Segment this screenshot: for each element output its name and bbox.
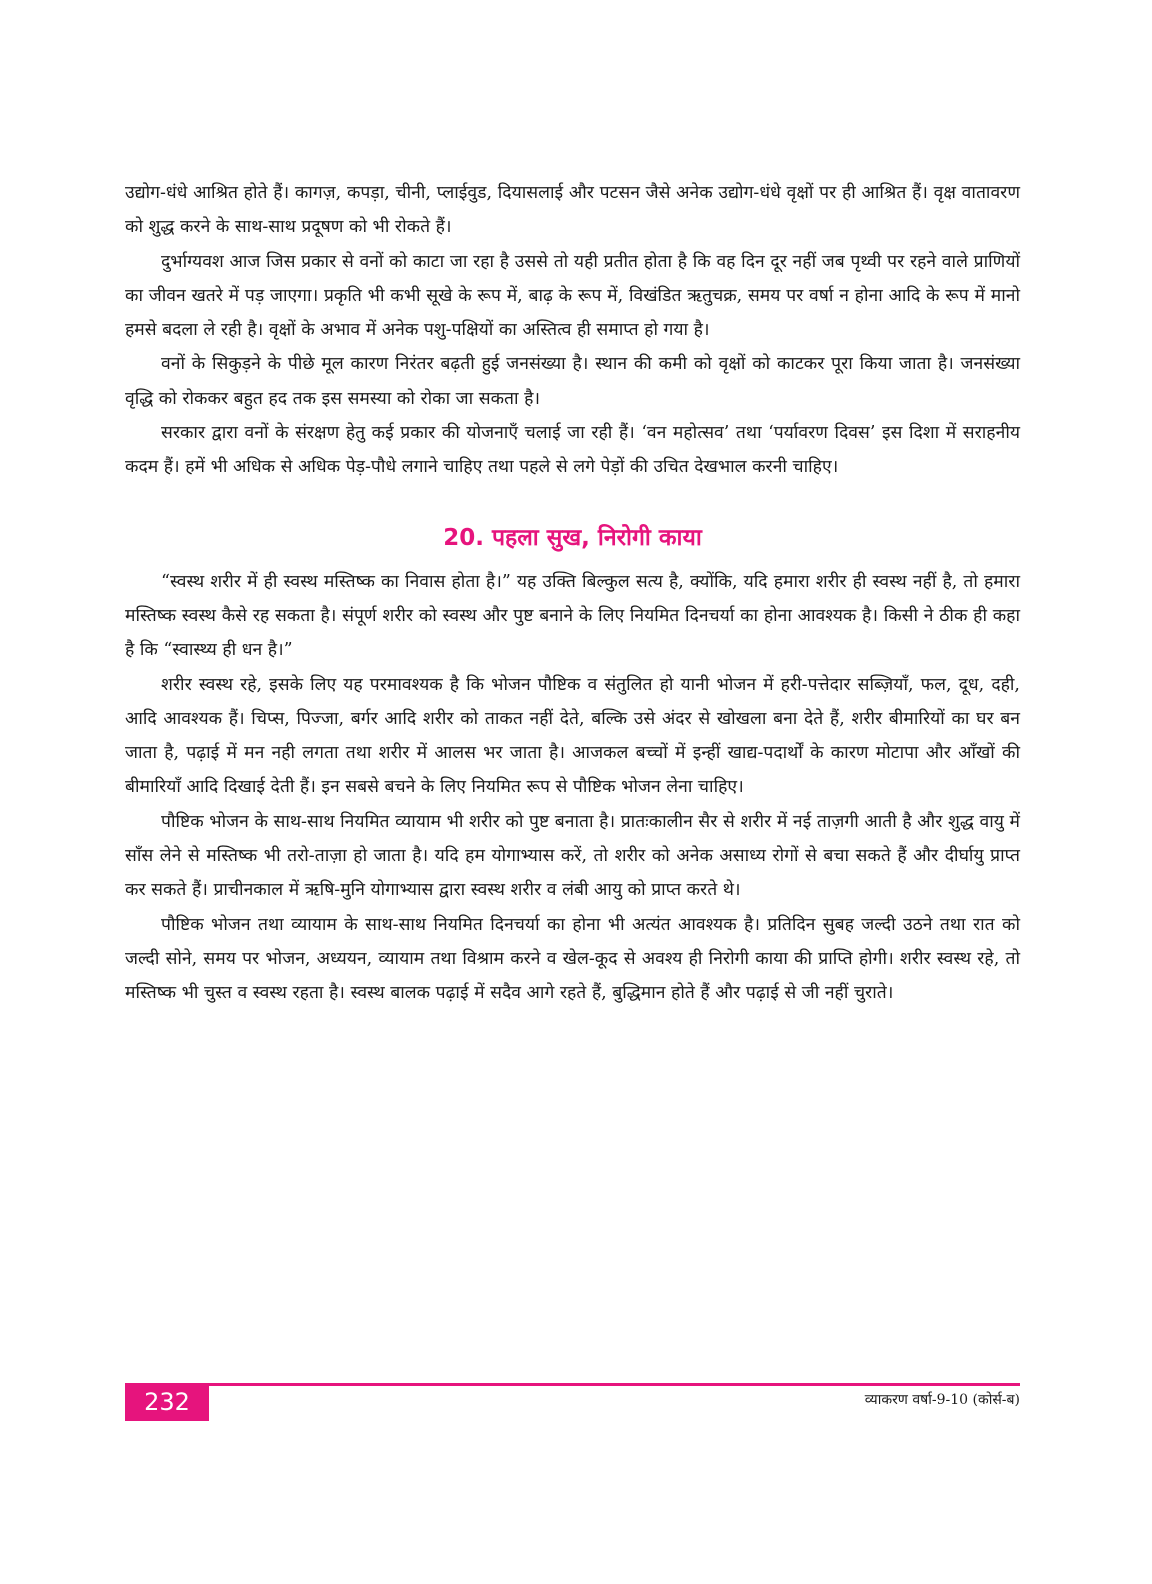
- paragraph: शरीर स्वस्थ रहे, इसके लिए यह परमावश्यक है कि भोजन पौष्टिक व संतुलित हो यानी भोजन में हरी-पत्तेदार सब्ज़ियाँ, फल, दूध, दही, आदि आवश्यक हैं। चिप्स, पिज्जा, बर्गर आदि शरीर को ताकत नहीं देते, बल्कि उसे अंदर से खोखला बना देते हैं, शरीर बीमारियों का घर बन जाता है, पढ़ाई में मन नही लगता तथा शरीर में आलस भर जाता है। आजकल बच्चों में इन्हीं खाद्य-पदार्थों के कारण मोटापा और आँखों की बीमारियाँ आदि दिखाई देती हैं। इन सबसे बचने के लिए नियमित रूप से पौष्टिक भोजन लेना चाहिए।: [125, 674, 1021, 798]
- paragraph: पौष्टिक भोजन तथा व्यायाम के साथ-साथ नियमित दिनचर्या का होना भी अत्यंत आवश्यक है। प्रतिदिन सुबह जल्दी उठने तथा रात को जल्दी सोने, समय पर भोजन, अध्ययन, व्यायाम तथा विश्राम करने व खेल-कूद से अवश्य ही निरोगी काया की प्राप्ति होगी। शरीर स्वस्थ रहे, तो मस्तिष्क भी चुस्त व स्वस्थ रहता है। स्वस्थ बालक पढ़ाई में सदैव आगे रहते हैं, बुद्धिमान होते हैं और पढ़ाई से जी नहीं चुराते।: [125, 914, 1020, 1004]
- paragraph: दुर्भाग्यवश आज जिस प्रकार से वनों को काटा जा रहा है उससे तो यही प्रतीत होता है कि वह दिन दूर नहीं जब पृथ्वी पर रहने वाले प्राणियों का जीवन खतरे में पड़ जाएगा। प्रकृति भी कभी सूखे के रूप में, बाढ़ के रूप में, विखंडित ऋतुचक्र, समय पर वर्षा न होना आदि के रूप में मानो हमसे बदला ले रही है। वृक्षों के अभाव में अनेक पशु-पक्षियों का अस्तित्व ही समाप्त हो गया है।: [125, 251, 1020, 341]
- paragraph: “स्वस्थ शरीर में ही स्वस्थ मस्तिष्क का निवास होता है।” यह उक्ति बिल्कुल सत्य है, क्योंकि, यदि हमारा शरीर ही स्वस्थ नहीं है, तो हमारा मस्तिष्क स्वस्थ कैसे रह सकता है। संपूर्ण शरीर को स्वस्थ और पुष्ट बनाने के लिए नियमित दिनचर्या का होना आवश्यक है। किसी ने ठीक ही कहा है कि “स्वास्थ्य ही धन है।”: [125, 571, 1020, 661]
- footer-divider: [125, 1383, 1020, 1386]
- paragraph: वनों के सिकुड़ने के पीछे मूल कारण निरंतर बढ़ती हुई जनसंख्या है। स्थान की कमी को वृक्षों को काटकर पूरा किया जाता है। जनसंख्या वृद्धि को रोककर बहुत हद तक इस समस्या को रोका जा सकता है।: [125, 354, 1020, 409]
- chapter-title: 20. पहला सुख, निरोगी काया: [443, 524, 702, 551]
- page-number: 232: [125, 1383, 209, 1421]
- paragraph: पौष्टिक भोजन के साथ-साथ नियमित व्यायाम भी शरीर को पुष्ट बनाता है। प्रातःकालीन सैर से शरीर में नई ताज़गी आती है और शुद्ध वायु में साँस लेने से मस्तिष्क भी तरो-ताज़ा हो जाता है। यदि हम योगाभ्यास करें, तो शरीर को अनेक असाध्य रोगों से बचा सकते हैं और दीर्घायु प्राप्त कर सकते हैं। प्राचीनकाल में ऋषि-मुनि योगाभ्यास द्वारा स्वस्थ शरीर व लंबी आयु को प्राप्त करते थे।: [125, 811, 1020, 901]
- page-body: [125, 176, 1020, 1011]
- paragraph: उद्योग-धंधे आश्रित होते हैं। कागज़, कपड़ा, चीनी, प्लाईवुड, दियासलाई और पटसन जैसे अनेक उद्योग-धंधे वृक्षों पर ही आश्रित हैं। वृक्ष वातावरण को शुद्ध करने के साथ-साथ प्रदूषण को भी रोकते हैं।: [125, 183, 1020, 238]
- paragraph: सरकार द्वारा वनों के संरक्षण हेतु कई प्रकार की योजनाएँ चलाई जा रही हैं। ‘वन महोत्सव’ तथा ‘पर्यावरण दिवस’ इस दिशा में सराहनीय कदम हैं। हमें भी अधिक से अधिक पेड़-पौधे लगाने चाहिए तथा पहले से लगे पेड़ों की उचित देखभाल करनी चाहिए।: [125, 423, 1020, 478]
- book-title: व्याकरण वर्षा-9-10 (कोर्स-ब): [864, 1392, 1020, 1408]
